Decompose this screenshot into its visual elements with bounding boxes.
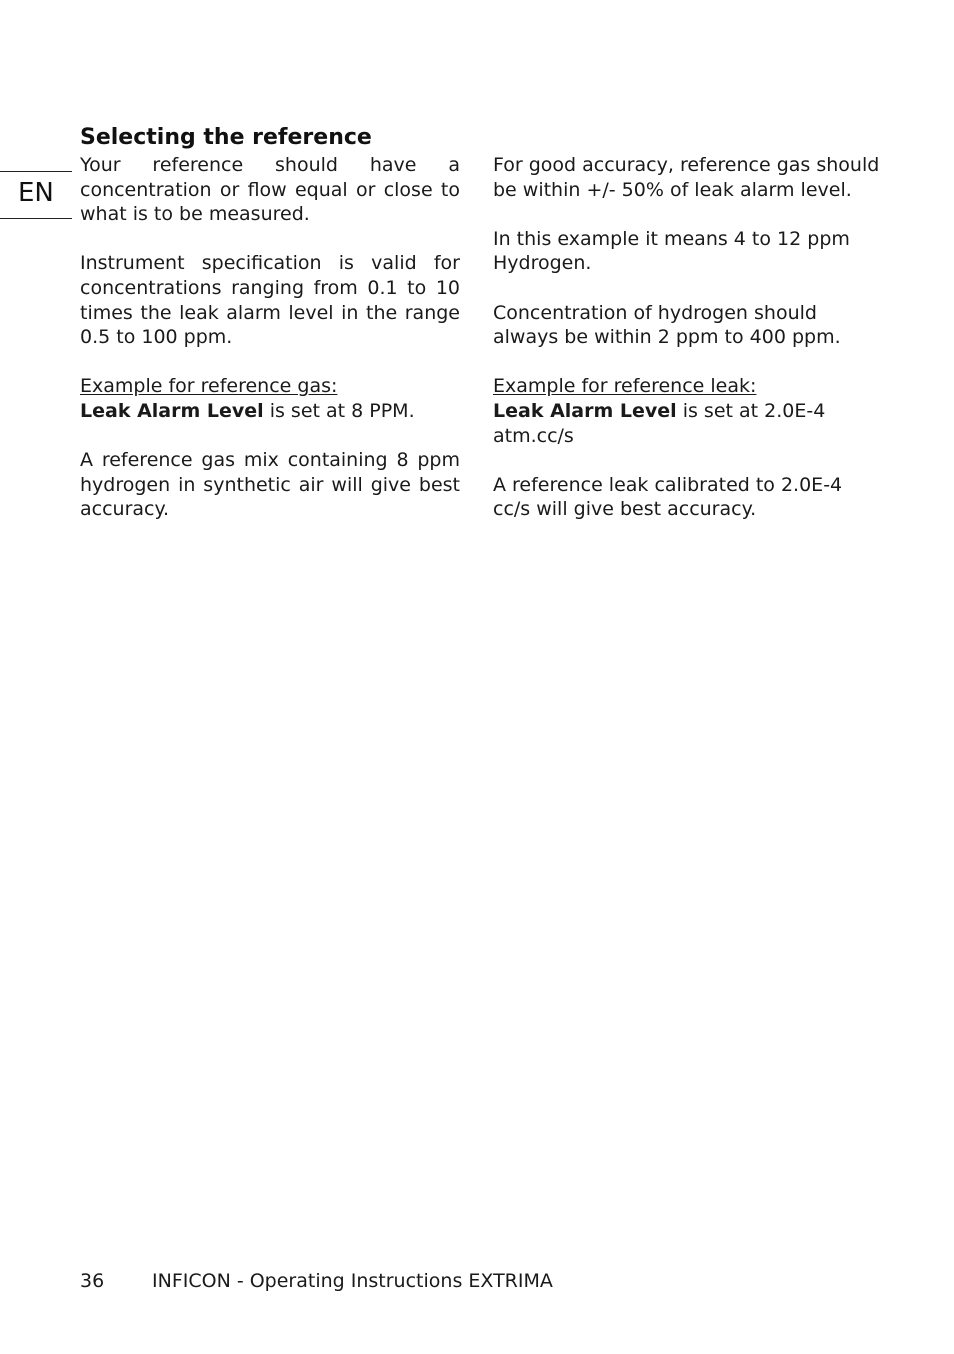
gas-example-label: Leak Alarm Level <box>80 399 264 422</box>
left-column <box>80 153 460 547</box>
language-tab-top-rule <box>0 171 72 172</box>
language-tab <box>0 168 72 220</box>
gas-example-value: is set at 8 PPM. <box>263 399 415 422</box>
leak-example-heading-text: Example for reference leak: <box>493 375 757 398</box>
gas-mix-paragraph: A reference gas mix containing 8 ppm hydrogen in synthetic air will give best accuracy. <box>80 449 460 521</box>
right-column <box>493 153 885 547</box>
footer-title: INFICON - Operating Instructions EXTRIMA <box>152 1270 553 1292</box>
page-number: 36 <box>80 1270 105 1292</box>
leak-example-heading <box>493 374 885 399</box>
language-tab-bottom-rule <box>0 218 72 219</box>
gas-example-heading <box>80 374 460 399</box>
concentration-paragraph: Concentration of hydrogen should always be within 2 ppm to 400 ppm. <box>493 301 841 349</box>
leak-example-label: Leak Alarm Level <box>493 399 677 422</box>
specification-paragraph: Instrument specification is valid for concentrations ranging from 0.1 to 10 times the leak alarm level in the range 0.5 to 100 ppm. <box>80 252 460 349</box>
section-title: Selecting the reference <box>80 125 372 150</box>
gas-example-heading-text: Example for reference gas: <box>80 375 338 398</box>
language-code: EN <box>18 178 54 208</box>
gas-example-setting <box>80 399 460 424</box>
example-range-paragraph: In this example it means 4 to 12 ppm Hydrogen. <box>493 227 850 275</box>
leak-example-setting <box>493 399 885 448</box>
leak-example-value: is set at 2.0E-4 atm.cc/s <box>493 399 826 447</box>
accuracy-paragraph: For good accuracy, reference gas should be within +/- 50% of leak alarm level. <box>493 154 880 201</box>
reference-intro-paragraph: Your reference should have a concentration or flow equal or close to what is to be measured. <box>80 154 460 226</box>
calibrated-leak-paragraph: A reference leak calibrated to 2.0E-4 cc/s will give best accuracy. <box>493 473 843 521</box>
